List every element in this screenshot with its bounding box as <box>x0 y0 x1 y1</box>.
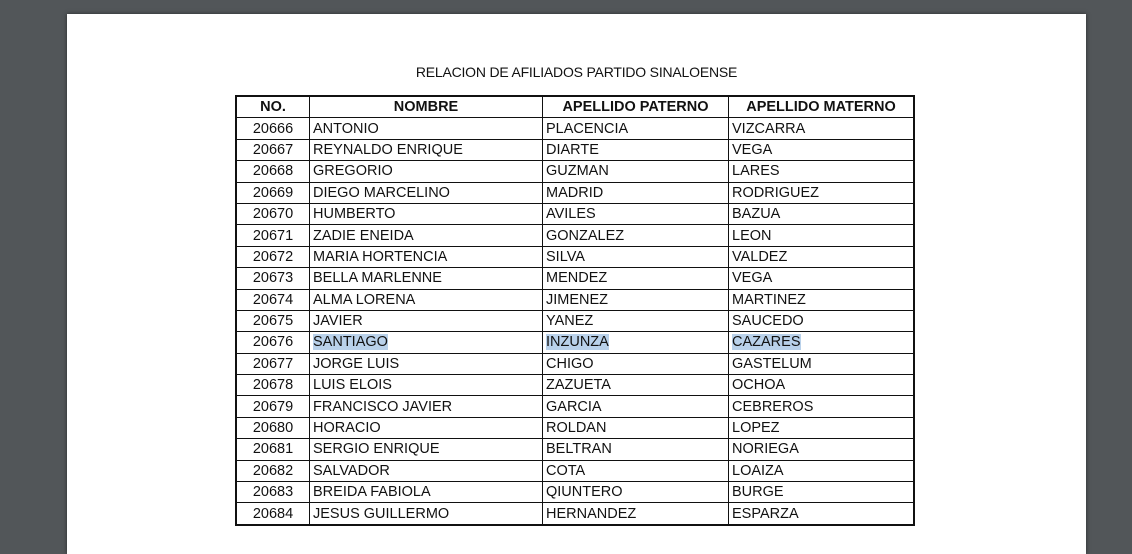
cell-apellido-paterno: BELTRAN <box>543 439 729 460</box>
cell-nombre: JORGE LUIS <box>310 353 543 374</box>
column-header-nombre: NOMBRE <box>310 96 543 118</box>
cell-apellido-materno <box>729 332 915 353</box>
cell-apellido-paterno: SILVA <box>543 246 729 267</box>
cell-apellido-materno: CEBREROS <box>729 396 915 417</box>
table-row <box>236 289 914 310</box>
cell-apellido-paterno: JIMENEZ <box>543 289 729 310</box>
cell-no: 20674 <box>236 289 310 310</box>
cell-no: 20683 <box>236 482 310 503</box>
table-row <box>236 332 914 353</box>
cell-no: 20675 <box>236 310 310 331</box>
cell-nombre: SERGIO ENRIQUE <box>310 439 543 460</box>
cell-no: 20684 <box>236 503 310 525</box>
cell-apellido-materno: BAZUA <box>729 203 915 224</box>
cell-nombre: MARIA HORTENCIA <box>310 246 543 267</box>
cell-nombre: SALVADOR <box>310 460 543 481</box>
cell-apellido-paterno <box>543 332 729 353</box>
cell-nombre: BREIDA FABIOLA <box>310 482 543 503</box>
cell-apellido-materno: VIZCARRA <box>729 118 915 139</box>
pdf-page <box>67 14 1086 554</box>
cell-nombre: ALMA LORENA <box>310 289 543 310</box>
cell-apellido-materno: OCHOA <box>729 375 915 396</box>
cell-no: 20673 <box>236 268 310 289</box>
cell-no: 20672 <box>236 246 310 267</box>
table-row <box>236 161 914 182</box>
cell-nombre <box>310 332 543 353</box>
table-row <box>236 375 914 396</box>
cell-nombre: HORACIO <box>310 417 543 438</box>
table-row <box>236 396 914 417</box>
cell-apellido-materno: GASTELUM <box>729 353 915 374</box>
cell-apellido-paterno: YANEZ <box>543 310 729 331</box>
cell-no: 20679 <box>236 396 310 417</box>
cell-apellido-materno: SAUCEDO <box>729 310 915 331</box>
table-header-row <box>236 96 914 118</box>
cell-apellido-paterno: GUZMAN <box>543 161 729 182</box>
cell-no: 20666 <box>236 118 310 139</box>
text-selection: INZUNZA <box>546 334 609 351</box>
cell-nombre: JAVIER <box>310 310 543 331</box>
cell-apellido-materno: LOPEZ <box>729 417 915 438</box>
cell-apellido-materno: LARES <box>729 161 915 182</box>
cell-apellido-paterno: CHIGO <box>543 353 729 374</box>
cell-no: 20669 <box>236 182 310 203</box>
cell-no: 20676 <box>236 332 310 353</box>
cell-no: 20670 <box>236 203 310 224</box>
cell-apellido-paterno: MADRID <box>543 182 729 203</box>
cell-no: 20681 <box>236 439 310 460</box>
cell-nombre: ANTONIO <box>310 118 543 139</box>
cell-apellido-materno: RODRIGUEZ <box>729 182 915 203</box>
cell-apellido-paterno: MENDEZ <box>543 268 729 289</box>
cell-apellido-paterno: AVILES <box>543 203 729 224</box>
table-row <box>236 246 914 267</box>
cell-nombre: REYNALDO ENRIQUE <box>310 139 543 160</box>
table-row <box>236 225 914 246</box>
text-selection: CAZARES <box>732 334 801 351</box>
cell-apellido-paterno: GONZALEZ <box>543 225 729 246</box>
column-header-apellido-materno: APELLIDO MATERNO <box>729 96 915 118</box>
table-row <box>236 353 914 374</box>
affiliates-table <box>235 95 915 526</box>
cell-nombre: LUIS ELOIS <box>310 375 543 396</box>
cell-apellido-paterno: COTA <box>543 460 729 481</box>
table-row <box>236 268 914 289</box>
cell-apellido-paterno: PLACENCIA <box>543 118 729 139</box>
cell-no: 20667 <box>236 139 310 160</box>
table-row <box>236 139 914 160</box>
cell-no: 20671 <box>236 225 310 246</box>
cell-nombre: BELLA MARLENNE <box>310 268 543 289</box>
cell-nombre: GREGORIO <box>310 161 543 182</box>
cell-no: 20668 <box>236 161 310 182</box>
cell-apellido-materno: LEON <box>729 225 915 246</box>
cell-apellido-materno: ESPARZA <box>729 503 915 525</box>
cell-apellido-materno: NORIEGA <box>729 439 915 460</box>
cell-nombre: DIEGO MARCELINO <box>310 182 543 203</box>
cell-apellido-paterno: ROLDAN <box>543 417 729 438</box>
table-row <box>236 310 914 331</box>
table-row <box>236 203 914 224</box>
table-row <box>236 439 914 460</box>
cell-nombre: HUMBERTO <box>310 203 543 224</box>
cell-apellido-materno: MARTINEZ <box>729 289 915 310</box>
cell-apellido-materno: LOAIZA <box>729 460 915 481</box>
cell-apellido-materno: VEGA <box>729 139 915 160</box>
cell-nombre: ZADIE ENEIDA <box>310 225 543 246</box>
cell-apellido-materno: VALDEZ <box>729 246 915 267</box>
cell-no: 20678 <box>236 375 310 396</box>
table-row <box>236 503 914 525</box>
cell-nombre: JESUS GUILLERMO <box>310 503 543 525</box>
cell-nombre: FRANCISCO JAVIER <box>310 396 543 417</box>
cell-no: 20680 <box>236 417 310 438</box>
table-row <box>236 417 914 438</box>
cell-apellido-paterno: DIARTE <box>543 139 729 160</box>
column-header-apellido-paterno: APELLIDO PATERNO <box>543 96 729 118</box>
text-selection: SANTIAGO <box>313 334 388 351</box>
table-row <box>236 482 914 503</box>
cell-no: 20677 <box>236 353 310 374</box>
cell-apellido-materno: VEGA <box>729 268 915 289</box>
document-title: RELACION DE AFILIADOS PARTIDO SINALOENSE <box>415 64 738 80</box>
column-header-no: NO. <box>236 96 310 118</box>
cell-apellido-materno: BURGE <box>729 482 915 503</box>
cell-apellido-paterno: HERNANDEZ <box>543 503 729 525</box>
table-row <box>236 460 914 481</box>
cell-no: 20682 <box>236 460 310 481</box>
cell-apellido-paterno: GARCIA <box>543 396 729 417</box>
cell-apellido-paterno: ZAZUETA <box>543 375 729 396</box>
table-row <box>236 182 914 203</box>
table-row <box>236 118 914 139</box>
cell-apellido-paterno: QIUNTERO <box>543 482 729 503</box>
